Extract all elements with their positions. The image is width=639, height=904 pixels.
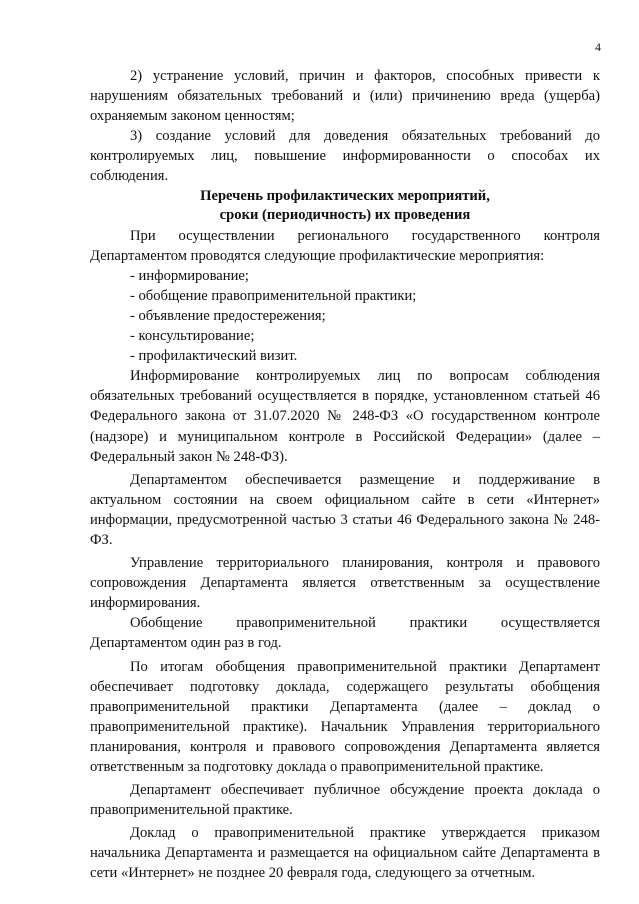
paragraph-public-discussion: Департамент обеспечивает публичное обсуждение проекта доклада о правоприменительной практике. — [90, 782, 600, 819]
document-body — [90, 66, 600, 884]
list-item: - объявление предостережения; — [130, 307, 326, 324]
paragraph-generalization: Обобщение правоприменительной практики осуществляется Департаментом один раз в год. — [90, 615, 600, 652]
list-item: - информирование; — [130, 267, 249, 284]
paragraph-report: По итогам обобщения правоприменительной практики Департамент обеспечивает подготовку доклада, содержащего результаты обобщения правоприменительной практики Департамента (далее – доклад о правоприменительной практике). Начальник Управления территориального планирования, контроля и правового сопровождения Департамента является ответственным за подготовку доклада о правоприменительной практике. — [90, 658, 600, 775]
paragraph-responsible-department: Управление территориального планирования, контроля и правового сопровождения Департамента является ответственным за осуществление информирования. — [90, 555, 600, 612]
measures-list — [90, 266, 600, 366]
page-number: 4 — [595, 40, 601, 54]
section-heading-line-1: Перечень профилактических мероприятий, — [200, 187, 490, 204]
paragraph-report-approval: Доклад о правоприменительной практике утверждается приказом начальника Департамента и размещается на официальном сайте Департамента в сети «Интернет» не позднее 20 февраля года, следующего за отчетным. — [90, 825, 600, 882]
paragraph-goal-2: 2) устранение условий, причин и факторов, способных привести к нарушениям обязательных требований и (или) причинению вреда (ущерба) охраняемым законом ценностям; — [90, 68, 600, 125]
paragraph-intro: При осуществлении регионального государственного контроля Департаментом проводятся следующие профилактические мероприятия: — [90, 227, 600, 264]
list-item: - профилактический визит. — [130, 348, 298, 365]
paragraph-informing: Информирование контролируемых лиц по вопросам соблюдения обязательных требований осуществляется в порядке, установленном статьей 46 Федерального закона от 31.07.2020 № 248-ФЗ «О государственном контроле (надзоре) и муниципальном контроле в Российской Федерации» (далее – Федеральный закон № 248-ФЗ). — [90, 368, 600, 465]
list-item: - обобщение правоприменительной практики; — [130, 287, 417, 304]
list-item: - консультирование; — [130, 328, 255, 345]
section-heading-line-2: сроки (периодичность) их проведения — [219, 207, 471, 224]
paragraph-website: Департаментом обеспечивается размещение и поддерживание в актуальном состоянии на своем официальном сайте в сети «Интернет» информации, предусмотренной частью 3 статьи 46 Федерального закона № 248-ФЗ. — [90, 471, 600, 548]
paragraph-goal-3: 3) создание условий для доведения обязательных требований до контролируемых лиц, повышение информированности о способах их соблюдения. — [90, 128, 600, 185]
